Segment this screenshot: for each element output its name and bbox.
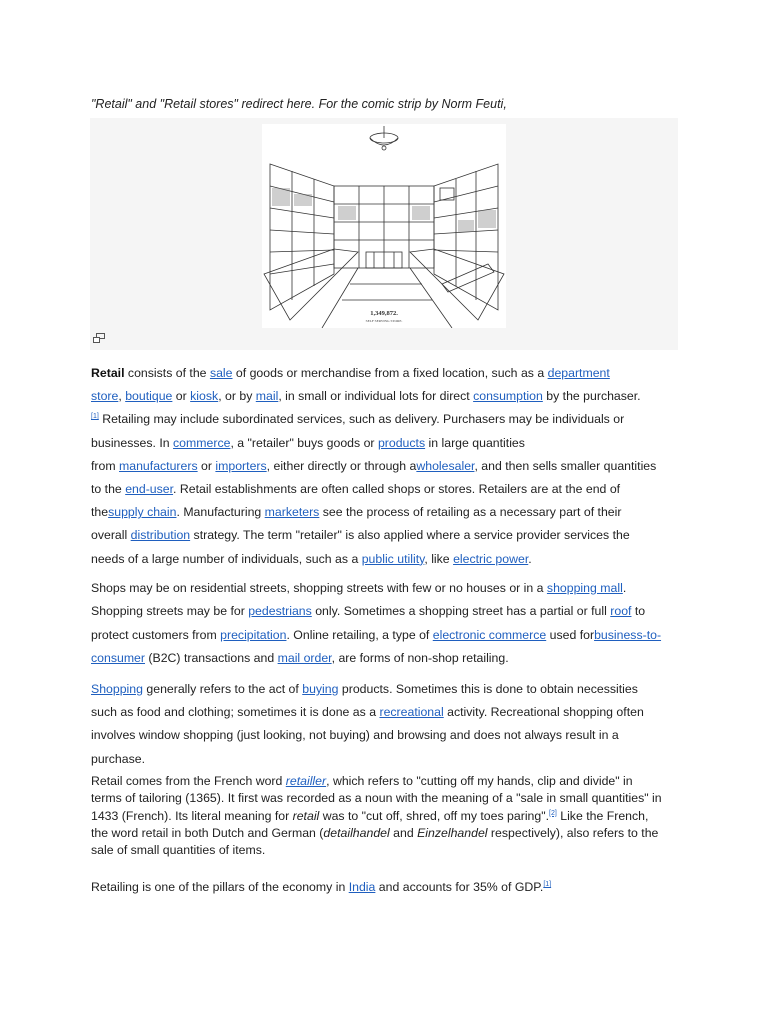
paragraph-shopping (91, 678, 681, 771)
term-retail: Retail (91, 366, 125, 380)
text: the (91, 505, 109, 520)
link-roof[interactable]: roof (610, 604, 632, 619)
paragraph-india (91, 877, 681, 897)
figure-number: 1,349,872. (370, 310, 398, 317)
text: Retailing may include subordinated services, such as delivery. Purchasers may be individuals or (98, 412, 625, 427)
text: . (528, 551, 532, 566)
paragraph-shops (91, 577, 681, 670)
text: , (118, 389, 126, 404)
text: . Online retailing, a type of (286, 627, 433, 642)
paragraph-definition (91, 362, 681, 571)
link-business-to-consumer-2[interactable]: consumer (91, 650, 145, 665)
link-supply-chain[interactable]: supply chain (108, 505, 177, 520)
link-india[interactable]: India (348, 880, 376, 894)
text: 1433 (French). Its literal meaning for (91, 808, 293, 823)
text: terms of tailoring (1365). It first was recorded as a noun with the meaning of a "sale in small quantities" in (91, 791, 662, 806)
text: , in small or individual lots for direct (278, 389, 474, 404)
article-figure (90, 118, 678, 350)
link-shopping-mall[interactable]: shopping mall (546, 581, 623, 595)
text: Retailing is one of the pillars of the economy in (91, 880, 349, 894)
text: to the (91, 482, 126, 497)
link-buying[interactable]: buying (302, 682, 339, 696)
text: Shopping streets may be for (91, 604, 249, 619)
text: by the purchaser. (542, 389, 641, 404)
text: Shops may be on residential streets, shopping streets with few or no houses or in a (91, 581, 547, 595)
link-pedestrians[interactable]: pedestrians (248, 604, 312, 619)
reference-3[interactable]: [1] (543, 880, 552, 888)
link-marketers[interactable]: marketers (264, 505, 320, 520)
text: (B2C) transactions and (145, 650, 278, 665)
text: and accounts for 35% of GDP. (375, 880, 544, 894)
figure-subtitle: SELF SERVING STORE. (365, 319, 403, 323)
link-mail-order[interactable]: mail order (277, 650, 332, 665)
text: , a "retailer" buys goods or (230, 435, 378, 450)
text: activity. Recreational shopping often (443, 705, 644, 720)
link-sale[interactable]: sale (209, 366, 233, 380)
store-illustration[interactable] (262, 124, 506, 328)
link-boutique[interactable]: boutique (125, 389, 173, 404)
link-precipitation[interactable]: precipitation (220, 627, 287, 642)
text: respectively), also refers to the (487, 825, 659, 840)
text: Like the French, (556, 808, 649, 823)
reference-2[interactable]: [2] (549, 809, 557, 817)
text: generally refers to the act of (142, 682, 303, 696)
text: , or by (218, 389, 256, 404)
link-public-utility[interactable]: public utility (361, 551, 425, 566)
text: used for (546, 627, 595, 642)
paragraph-etymology (91, 773, 681, 859)
link-mail[interactable]: mail (255, 389, 279, 404)
link-retailler[interactable]: retailler (285, 774, 327, 788)
link-distribution[interactable]: distribution (130, 528, 191, 543)
term-retail-italic: retail (292, 808, 320, 823)
text: and (389, 825, 418, 840)
link-wholesaler[interactable]: wholesaler (416, 458, 475, 473)
link-products[interactable]: products (377, 435, 426, 450)
enlarge-icon[interactable] (92, 331, 106, 343)
text: , are forms of non-shop retailing. (331, 650, 509, 665)
text: to (631, 604, 646, 619)
link-business-to-consumer[interactable]: business-to- (594, 627, 662, 642)
text: businesses. In (91, 435, 174, 450)
term-detailhandel: detailhandel (323, 825, 390, 840)
link-recreational[interactable]: recreational (379, 705, 444, 720)
text: the word retail in both Dutch and German ( (91, 825, 324, 840)
text: involves window shopping (just looking, not buying) and browsing and does not always result in a (91, 728, 619, 743)
link-department-store[interactable]: department (547, 366, 610, 380)
link-electronic-commerce[interactable]: electronic commerce (432, 627, 547, 642)
link-commerce[interactable]: commerce (173, 435, 231, 450)
text: overall (91, 528, 131, 543)
text: needs of a large number of individuals, such as a (91, 551, 362, 566)
text: sale of small quantities of items. (91, 843, 266, 858)
text: see the process of retailing as a necessary part of their (319, 505, 622, 520)
link-consumption[interactable]: consumption (473, 389, 543, 404)
text: in large quantities (425, 435, 525, 450)
reference-1[interactable]: [1] (91, 413, 99, 421)
text: , either directly or through a (266, 458, 417, 473)
text: consists of the (124, 366, 210, 380)
text: or (197, 458, 216, 473)
store-illustration-drawing (262, 124, 506, 328)
term-einzelhandel: Einzelhandel (417, 825, 488, 840)
text: products. Sometimes this is done to obtain necessities (338, 682, 638, 696)
text: , which refers to "cutting off my hands, clip and divide" in (326, 774, 633, 788)
link-kiosk[interactable]: kiosk (190, 389, 219, 404)
text: . (622, 581, 627, 595)
text: such as food and clothing; sometimes it is done as a (91, 705, 380, 720)
text: strategy. The term "retailer" is also applied where a service provider services the (190, 528, 630, 543)
text: , and then sells smaller quantities (474, 458, 657, 473)
text: protect customers from (91, 627, 221, 642)
text: was to "cut off, shred, off my toes paring". (319, 808, 550, 823)
link-department-store-2[interactable]: store (91, 389, 119, 404)
link-manufacturers[interactable]: manufacturers (119, 458, 198, 473)
link-electric-power[interactable]: electric power (453, 551, 529, 566)
link-importers[interactable]: importers (215, 458, 267, 473)
text: of goods or merchandise from a fixed location, such as a (232, 366, 548, 380)
text: only. Sometimes a shopping street has a partial or full (311, 604, 611, 619)
text: . Manufacturing (176, 505, 265, 520)
text: or (172, 389, 191, 404)
link-shopping[interactable]: Shopping (91, 682, 143, 696)
text: Retail comes from the French word (91, 774, 286, 788)
text: purchase. (91, 751, 146, 766)
link-end-user[interactable]: end-user (125, 482, 174, 497)
text: . Retail establishments are often called shops or stores. Retailers are at the end of (173, 482, 621, 497)
text: from (91, 458, 120, 473)
hatnote: "Retail" and "Retail stores" redirect here. For the comic strip by Norm Feuti, (91, 97, 507, 111)
text: , like (424, 551, 454, 566)
